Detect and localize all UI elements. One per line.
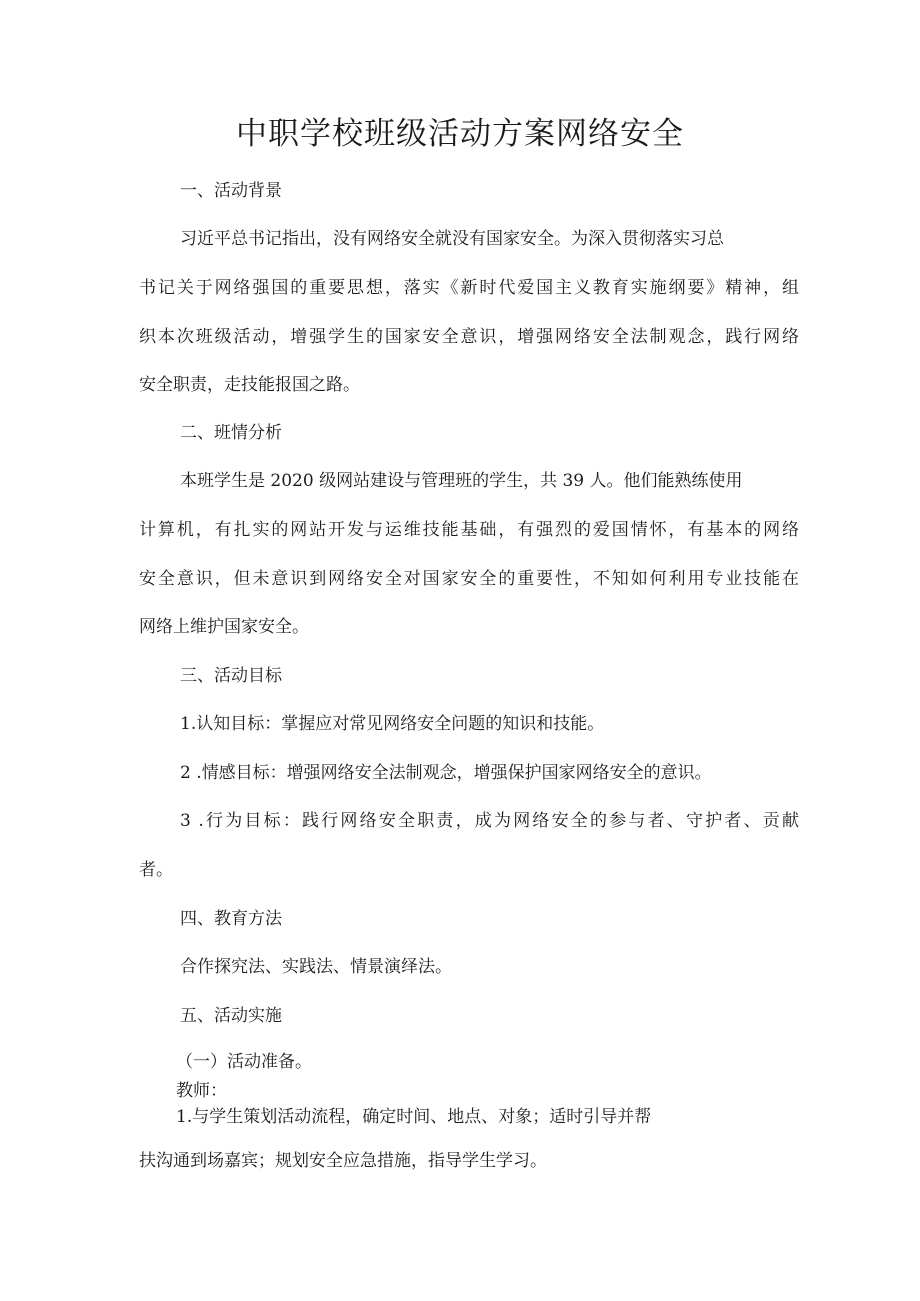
- teacher-label: 教师：: [176, 1081, 227, 1101]
- paragraph-line: 者。: [139, 860, 173, 880]
- section-heading-background: 一、活动背景: [180, 181, 282, 201]
- paragraph-line: 书记关于网络强国的重要思想，落实《新时代爱国主义教育实施纲要》精神，组: [139, 278, 799, 298]
- goal-item-behavioral: 3 .行为目标：践行网络安全职责，成为网络安全的参与者、守护者、贡献: [180, 811, 799, 831]
- paragraph-line: 合作探究法、实践法、情景演绎法。: [180, 957, 452, 977]
- paragraph-line: 本班学生是 2020 级网站建设与管理班的学生，共 39 人。他们能熟练使用: [180, 471, 743, 491]
- paragraph-line: 习近平总书记指出，没有网络安全就没有国家安全。为深入贯彻落实习总: [180, 229, 724, 249]
- section-heading-class-analysis: 二、班情分析: [180, 423, 282, 443]
- goal-item-cognitive: 1.认知目标：掌握应对常见网络安全问题的知识和技能。: [180, 714, 605, 734]
- paragraph-line: 安全意识，但未意识到网络安全对国家安全的重要性，不知如何利用专业技能在: [139, 569, 799, 589]
- paragraph-line: 网络上维护国家安全。: [139, 617, 309, 637]
- paragraph-line: 安全职责，走技能报国之路。: [139, 375, 360, 395]
- document-title: 中职学校班级活动方案网络安全: [236, 116, 684, 152]
- section-heading-implementation: 五、活动实施: [180, 1006, 282, 1026]
- paragraph-line: 计算机，有扎实的网站开发与运维技能基础，有强烈的爱国情怀，有基本的网络: [139, 520, 799, 540]
- section-heading-goals: 三、活动目标: [180, 666, 282, 686]
- paragraph-line: 织本次班级活动，增强学生的国家安全意识，增强网络安全法制观念，践行网络: [139, 327, 799, 347]
- section-heading-methods: 四、教育方法: [180, 909, 282, 929]
- subsection-heading-preparation: （一）活动准备。: [176, 1052, 312, 1072]
- preparation-item: 1.与学生策划活动流程，确定时间、地点、对象；适时引导并帮: [176, 1107, 652, 1127]
- paragraph-line: 扶沟通到场嘉宾；规划安全应急措施，指导学生学习。: [139, 1151, 547, 1171]
- goal-item-emotional: 2 .情感目标：增强网络安全法制观念，增强保护国家网络安全的意识。: [180, 763, 712, 783]
